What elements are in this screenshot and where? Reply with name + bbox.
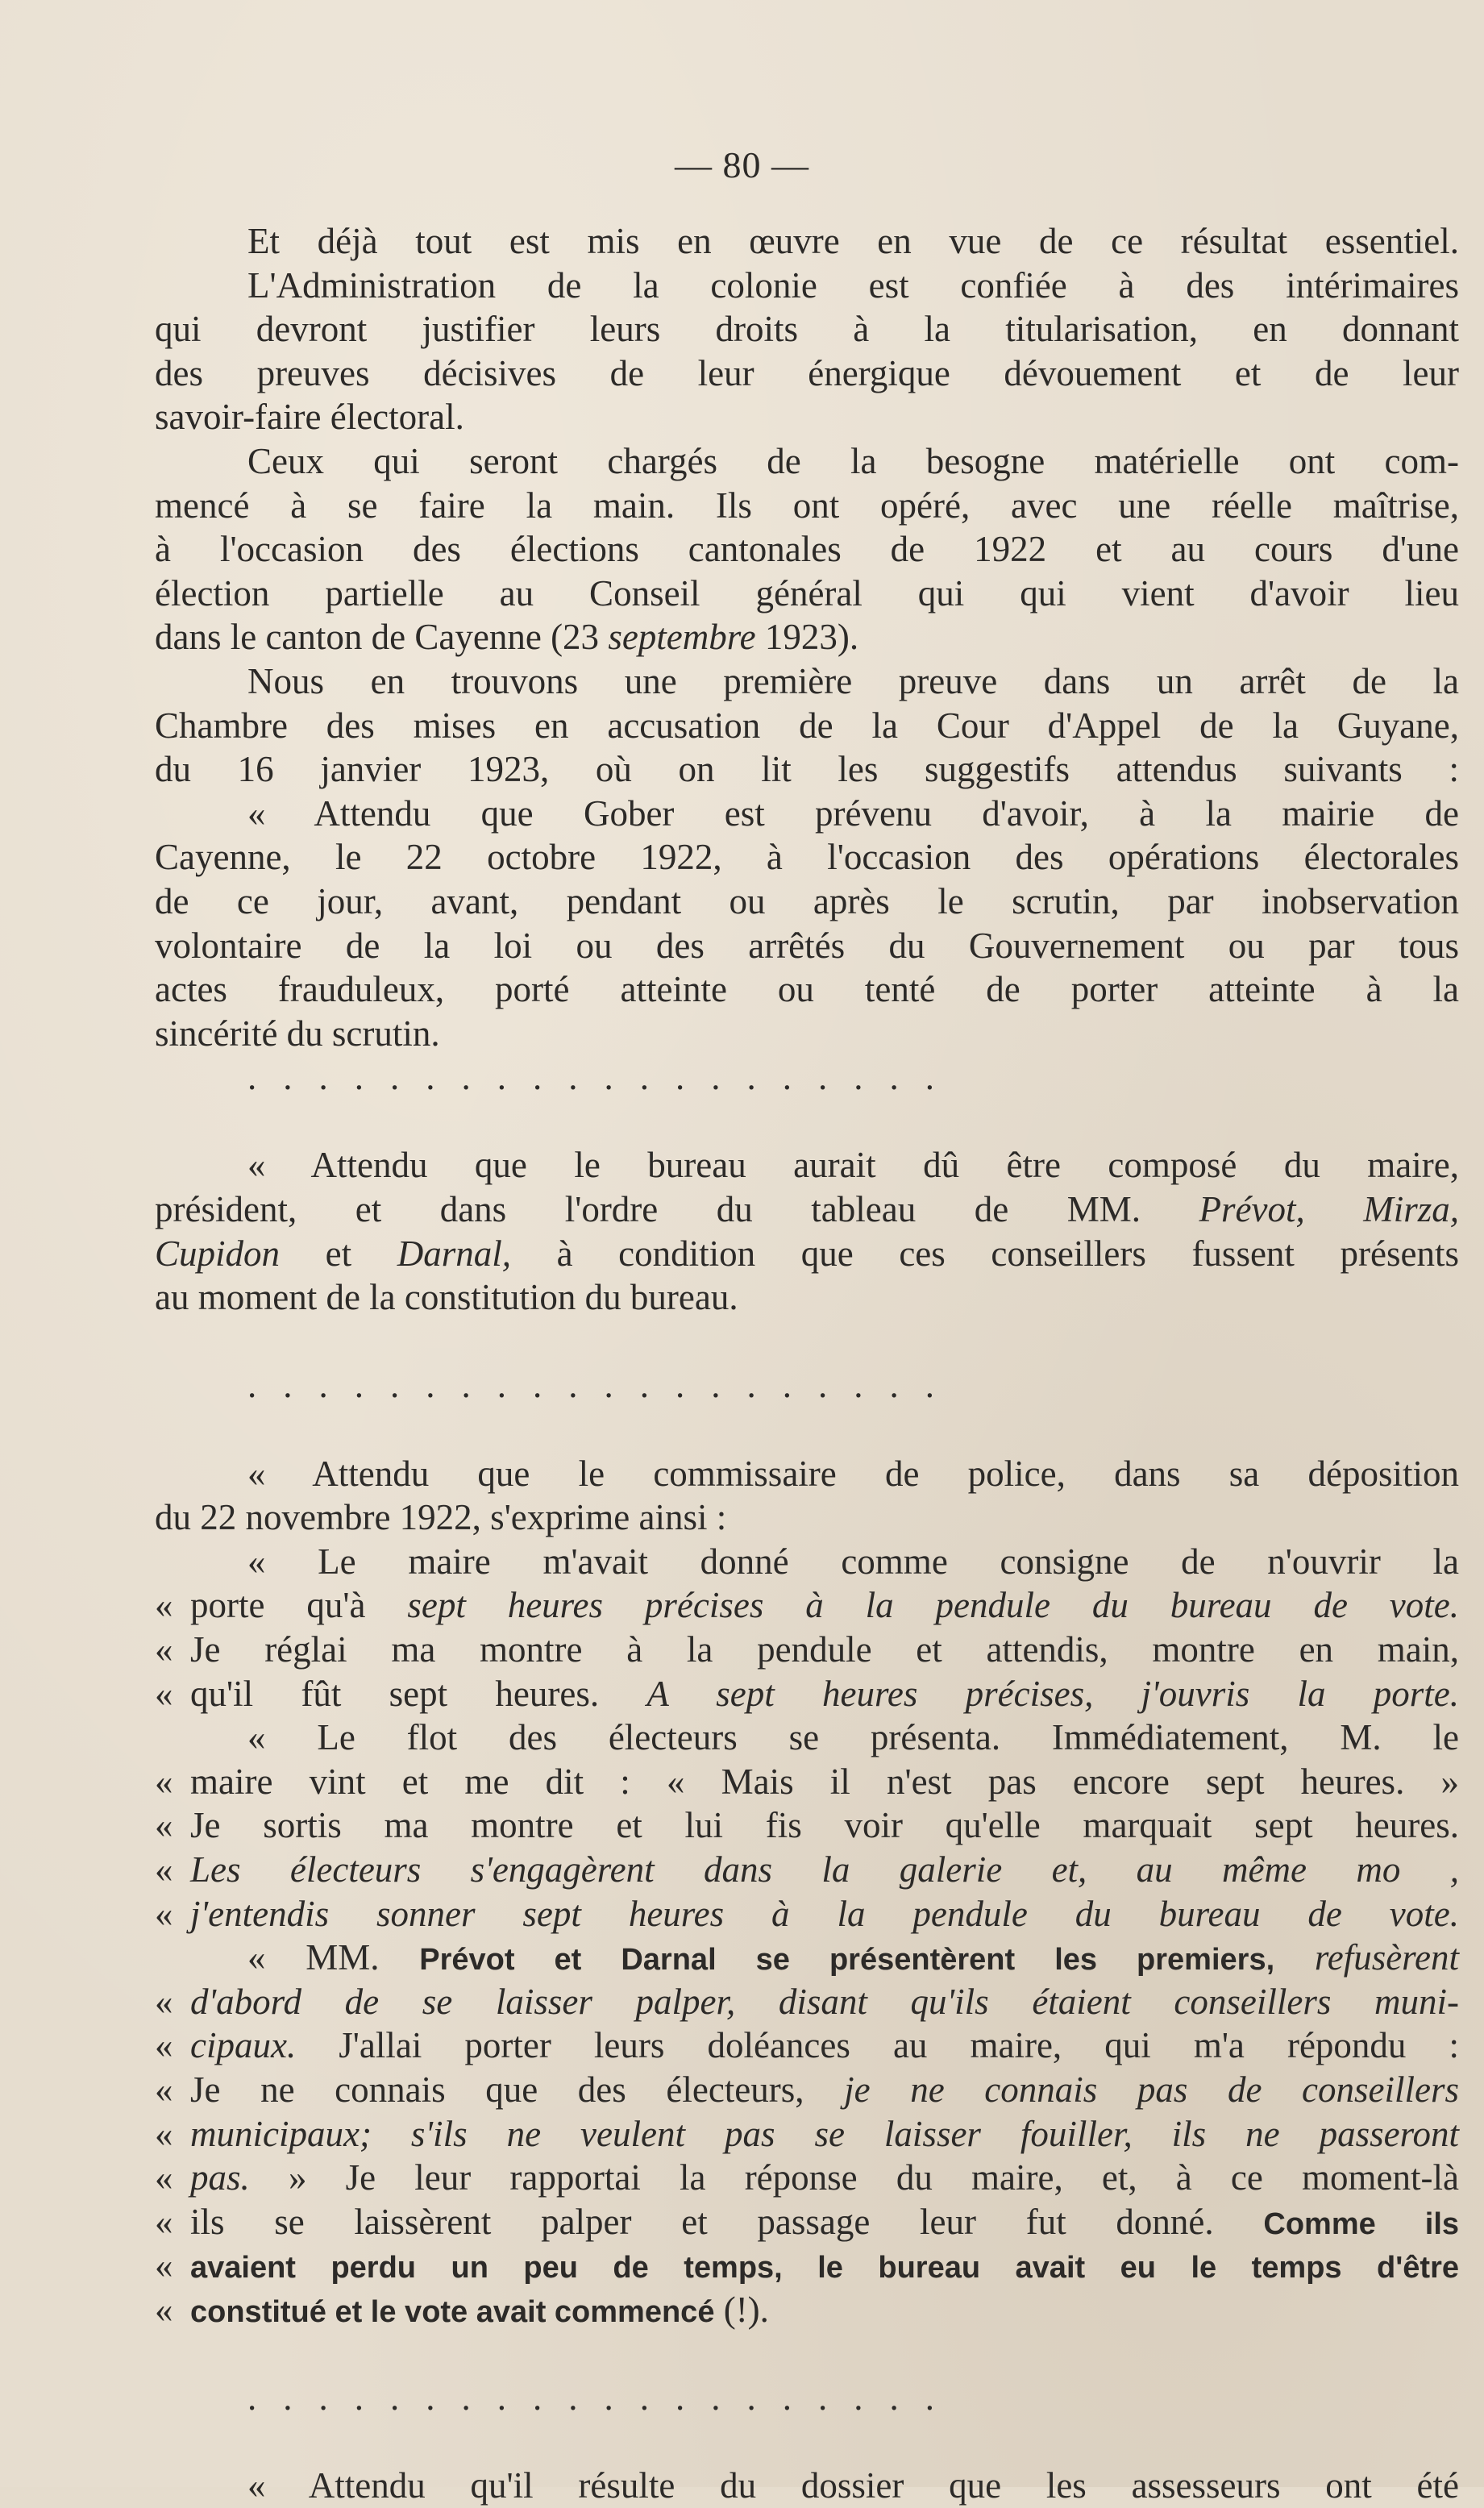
- text-span: « MM.: [247, 1937, 420, 1978]
- text-span: porte qu'à: [190, 1585, 408, 1626]
- text-line: [155, 2023, 1459, 2068]
- text-line: [155, 1628, 1459, 1672]
- italic-text: Cupidon: [155, 1233, 281, 1274]
- italic-text: sept heures précises à la pendule du bureau de vote.: [407, 1585, 1460, 1626]
- text-line: Nous en trouvons une première preuve dans un arrêt de la: [247, 660, 1459, 701]
- text-line: [155, 1232, 1459, 1276]
- italic-text: Darnal,: [397, 1233, 511, 1274]
- italic-text: je ne connais pas de conseillers: [844, 2069, 1460, 2110]
- bold-text: constitué et le vote avait commencé: [190, 2294, 715, 2329]
- text-line: mencé à se faire la main. Ils ont opéré, avec une réelle maîtrise,: [155, 485, 1459, 526]
- text-line: [155, 1583, 1459, 1628]
- text-line: [155, 2288, 1459, 2332]
- text-line: sincérité du scrutin.: [155, 1013, 440, 1054]
- text-span: maire vint et me dit : « Mais il n'est pas encore sept heures. »: [190, 1761, 1459, 1802]
- text-line: à l'occasion des élections cantonales de 1922 et au cours d'une: [155, 529, 1459, 570]
- italic-text: municipaux; s'ils ne veulent pas se laisser fouiller, ils ne passeront: [190, 2113, 1459, 2154]
- italic-text: refusèrent: [1274, 1937, 1460, 1978]
- text-span: (!).: [714, 2289, 769, 2330]
- body-text: [155, 219, 1459, 2508]
- text-span: J'allai porter leurs doléances au maire, qui m'a répondu :: [296, 2025, 1459, 2066]
- text-span: Je réglai ma montre à la pendule et attendis, montre en main,: [190, 1629, 1459, 1670]
- text-line: « Attendu que le commissaire de police, dans sa déposition: [247, 1453, 1459, 1494]
- text-line: [155, 1672, 1459, 1716]
- text-line: Chambre des mises en accusation de la Cour d'Appel de la Guyane,: [155, 705, 1459, 746]
- quote-mark: «: [155, 2113, 173, 2154]
- spacer: [155, 2420, 1459, 2464]
- italic-text: cipaux.: [190, 2025, 297, 2066]
- quote-mark: «: [155, 2201, 173, 2242]
- text-line: [155, 1980, 1459, 2024]
- text-line: des preuves décisives de leur énergique dévouement et de leur: [155, 352, 1459, 393]
- italic-text: d'abord de se laisser palper, disant qu'ils étaient conseillers muni-: [190, 1981, 1459, 2022]
- text-line: [155, 2068, 1459, 2112]
- text-line: « Le maire m'avait donné comme consigne de n'ouvrir la: [247, 1541, 1459, 1582]
- text-span: à condition que ces conseillers fussent présents: [510, 1233, 1459, 1274]
- text-line: [155, 615, 1459, 659]
- text-line: élection partielle au Conseil général qui qui vient d'avoir lieu: [155, 572, 1459, 613]
- text-line: du 22 novembre 1922, s'exprime ainsi :: [155, 1497, 727, 1538]
- quote-mark: «: [155, 1805, 173, 1846]
- text-line: au moment de la constitution du bureau.: [155, 1277, 738, 1318]
- quote-mark: «: [155, 1629, 173, 1670]
- text-span: qu'il fût sept heures.: [190, 1673, 647, 1714]
- bold-text: Prévot et Darnal se présentèrent les premiers,: [419, 1943, 1275, 1978]
- text-line: volontaire de la loi ou des arrêtés du Gouvernement ou par tous: [155, 925, 1459, 966]
- text-span: Je sortis ma montre et lui fis voir qu'elle marquait sept heures.: [190, 1805, 1459, 1846]
- text-span: ils se laissèrent palper et passage leur fut donné.: [190, 2201, 1264, 2242]
- quote-mark: «: [155, 2157, 173, 2198]
- page-number: — 80 —: [675, 144, 809, 185]
- text-line: « Attendu qu'il résulte du dossier que les assesseurs ont été: [247, 2465, 1459, 2506]
- text-line: [155, 1803, 1459, 1848]
- text-line: [155, 2244, 1459, 2288]
- quote-mark: «: [155, 1761, 173, 1802]
- bold-text: avaient perdu un peu de temps, le bureau avait eu le temps d'être: [190, 2251, 1459, 2285]
- text-line: actes frauduleux, porté atteinte ou tenté de porter atteinte à la: [155, 969, 1459, 1010]
- text-line: [155, 1936, 1459, 1980]
- text-line: [155, 1760, 1459, 1804]
- italic-text: Les électeurs s'engagèrent dans la galerie et, au même mo ,: [190, 1849, 1459, 1890]
- quote-mark: «: [155, 1981, 173, 2022]
- text-line: Ceux qui seront chargés de la besogne matérielle ont com-: [247, 440, 1459, 481]
- quote-mark: «: [155, 2069, 173, 2110]
- quote-mark: «: [155, 1849, 173, 1890]
- text-line: Et déjà tout est mis en œuvre en vue de ce résultat essentiel.: [247, 221, 1459, 261]
- quote-mark: «: [155, 1673, 173, 1714]
- italic-text: A sept heures précises, j'ouvris la porte.: [646, 1673, 1459, 1714]
- quote-mark: «: [155, 1585, 173, 1626]
- italic-text: pas.: [190, 2157, 250, 2198]
- spacer: [155, 2332, 1459, 2377]
- text-line: [155, 2112, 1459, 2157]
- text-line: [155, 2200, 1459, 2244]
- text-line: Cayenne, le 22 octobre 1922, à l'occasion des opérations électorales: [155, 837, 1459, 878]
- ellipsis-dots: ....................: [247, 2377, 961, 2419]
- quote-mark: «: [155, 2245, 173, 2286]
- italic-text: septembre: [608, 617, 756, 658]
- text-line: « Attendu que Gober est prévenu d'avoir, à la mairie de: [247, 792, 1459, 834]
- bold-text: Comme ils: [1263, 2206, 1460, 2241]
- text-line: « Le flot des électeurs se présenta. Immédiatement, M. le: [247, 1717, 1459, 1758]
- spacer: [155, 1320, 1459, 1364]
- italic-text: j'entendis sonner sept heures à la pendule du bureau de vote.: [190, 1893, 1459, 1934]
- text-line: L'Administration de la colonie est confiée à des intérimaires: [247, 264, 1459, 306]
- text-line: du 16 janvier 1923, où on lit les suggestifs attendus suivants :: [155, 749, 1459, 790]
- text-span: Je ne connais que des électeurs,: [190, 2069, 845, 2110]
- spacer: [155, 1408, 1459, 1452]
- ellipsis-dots: ....................: [247, 1057, 961, 1098]
- quote-mark: «: [155, 2025, 173, 2066]
- quote-mark: «: [155, 1893, 173, 1934]
- ellipsis-dots: ....................: [247, 1365, 961, 1406]
- text-line: [155, 1892, 1459, 1936]
- spacer: [155, 1100, 1459, 1144]
- text-line: qui devront justifier leurs droits à la titularisation, en donnant: [155, 309, 1459, 350]
- text-line: [155, 1848, 1459, 1892]
- text-span: et: [280, 1233, 397, 1274]
- text-span: 1923).: [755, 617, 859, 658]
- text-line: de ce jour, avant, pendant ou après le scrutin, par inobservation: [155, 880, 1459, 921]
- text-line: [155, 2156, 1459, 2200]
- quote-mark: «: [155, 2289, 173, 2330]
- italic-text: Prévot, Mirza,: [1199, 1189, 1459, 1230]
- text-span: dans le canton de Cayenne (23: [155, 617, 609, 658]
- text-span: » Je leur rapportai la réponse du maire, et, à ce moment-là: [249, 2157, 1459, 2198]
- text-span: président, et dans l'ordre du tableau de MM.: [155, 1189, 1199, 1230]
- text-line: [155, 1187, 1459, 1232]
- text-line: « Attendu que le bureau aurait dû être composé du maire,: [247, 1145, 1459, 1186]
- text-line: savoir-faire électoral.: [155, 397, 464, 438]
